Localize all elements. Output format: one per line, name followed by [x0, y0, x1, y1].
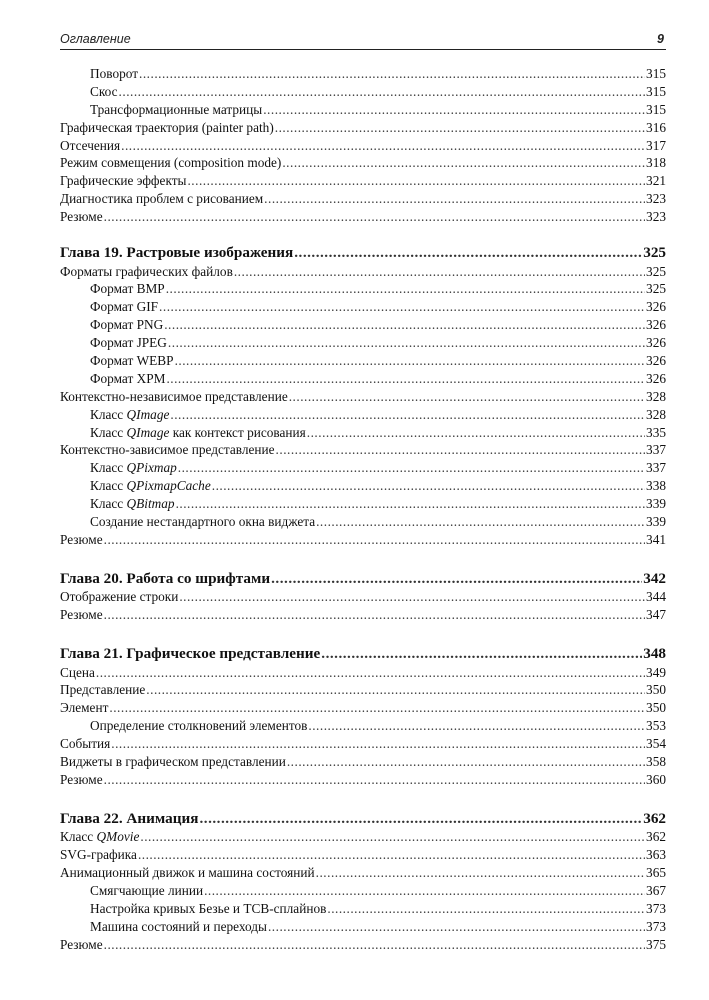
dot-leader: [268, 918, 645, 936]
toc-entry[interactable]: [60, 717, 666, 735]
toc-chapter-entry[interactable]: [60, 809, 666, 829]
toc-entry-title: События: [60, 736, 111, 752]
toc-entry-title: Резюме: [60, 936, 103, 952]
toc-page-number: 350: [646, 700, 666, 716]
toc-page-number: 375: [646, 936, 666, 952]
toc-entry[interactable]: [60, 370, 666, 388]
dot-leader: [287, 753, 645, 771]
toc-page-number: 354: [646, 736, 666, 752]
toc-entry[interactable]: [60, 882, 666, 900]
dot-leader: [104, 606, 645, 624]
dot-leader: [168, 334, 645, 352]
toc-entry[interactable]: [60, 190, 666, 208]
toc-entry-title: Трансформационные матрицы: [90, 101, 263, 117]
toc-entry-class-name: QImage: [126, 424, 170, 440]
toc-page-number: 315: [646, 101, 666, 117]
toc-entry-title: Форматы графических файлов: [60, 263, 233, 279]
toc-entry[interactable]: [60, 918, 666, 936]
dot-leader: [316, 513, 645, 531]
dot-leader: [121, 137, 645, 155]
toc-entry[interactable]: [60, 681, 666, 699]
dot-leader: [234, 263, 645, 281]
toc-entry-title: Диагностика проблем с рисованием: [60, 191, 264, 207]
toc-entry-title: Контекстно-независимое представление: [60, 388, 288, 404]
toc-entry[interactable]: [60, 588, 666, 606]
toc-page-number: 323: [646, 209, 666, 225]
dot-leader: [264, 190, 645, 208]
toc-entry-title: Резюме: [60, 607, 103, 623]
toc-page-number: 344: [646, 589, 666, 605]
toc-entry-class-name: QMovie: [96, 829, 140, 845]
toc-entry-title: Формат JPEG: [90, 335, 167, 351]
toc-entry[interactable]: [60, 771, 666, 789]
toc-page-number: 358: [646, 754, 666, 769]
toc-page-number: 367: [646, 882, 666, 898]
toc-entry[interactable]: [60, 101, 666, 119]
toc-entry[interactable]: [60, 388, 666, 406]
toc-entry-title: SVG-графика: [60, 847, 137, 863]
toc-entry-title: Машина состояний и переходы: [90, 918, 267, 934]
toc-page-number: 325: [643, 244, 666, 262]
toc-entry-title: Режим совмещения (composition mode): [60, 155, 282, 171]
toc-entry[interactable]: [60, 513, 666, 531]
toc-page-number: 353: [646, 718, 666, 734]
dot-leader: [275, 119, 645, 137]
dot-leader: [164, 316, 645, 334]
toc-page-number: 342: [643, 569, 666, 587]
toc-entry[interactable]: [60, 664, 666, 682]
toc-entry[interactable]: [60, 900, 666, 918]
toc-entry-class-name: QBitmap: [126, 496, 175, 512]
toc-entry-title: Класс QImage: [90, 406, 170, 422]
toc-entry-title: Класс QPixmap: [90, 460, 177, 476]
toc-entry[interactable]: [60, 316, 666, 334]
dot-leader: [199, 809, 642, 829]
toc-entry-title: Представление: [60, 682, 146, 698]
toc-entry[interactable]: [60, 334, 666, 352]
toc-entry-title: Глава 20. Работа со шрифтами: [60, 569, 271, 587]
toc-entry[interactable]: [60, 864, 666, 882]
dot-leader: [139, 65, 645, 83]
toc-entry-title: Класс QPixmapCache: [90, 478, 211, 494]
dot-leader: [159, 298, 645, 316]
dot-leader: [316, 864, 645, 882]
dot-leader: [204, 882, 645, 900]
toc-chapter-entry[interactable]: [60, 569, 666, 589]
toc-chapter-entry[interactable]: [60, 644, 666, 664]
toc-page-number: 373: [646, 900, 666, 916]
dot-leader: [321, 644, 642, 664]
dot-leader: [111, 735, 645, 753]
toc-entry-title: Графические эффекты: [60, 173, 187, 189]
toc-section: [60, 809, 666, 954]
toc-page-number: 323: [646, 191, 666, 207]
dot-leader: [176, 495, 645, 513]
toc-entry-class-name: QImage: [126, 406, 170, 422]
toc-entry-title: Графическая траектория (painter path): [60, 119, 274, 135]
dot-leader: [104, 208, 645, 226]
toc-entry[interactable]: [60, 606, 666, 624]
toc-entry[interactable]: [60, 424, 666, 442]
toc-page-number: 325: [646, 263, 666, 279]
toc-entry[interactable]: [60, 65, 666, 83]
dot-leader: [289, 388, 645, 406]
toc-page-number: 339: [646, 513, 666, 529]
toc-page-number: 315: [646, 83, 666, 99]
toc-page-number: 362: [643, 809, 666, 827]
table-of-contents: [60, 65, 666, 974]
toc-page-number: 337: [646, 460, 666, 476]
toc-page-number: 347: [646, 607, 666, 623]
toc-page-number: 328: [646, 406, 666, 422]
toc-entry[interactable]: [60, 83, 666, 101]
toc-entry[interactable]: [60, 495, 666, 513]
toc-chapter-entry[interactable]: [60, 243, 666, 263]
dot-leader: [138, 846, 645, 864]
dot-leader: [175, 352, 645, 370]
toc-entry-title: Класс QBitmap: [90, 496, 175, 512]
toc-entry-title: Класс QImage как контекст рисования: [90, 424, 306, 440]
toc-page-number: 328: [646, 388, 666, 404]
toc-entry-title: Формат XPM: [90, 370, 166, 386]
toc-entry-title: Класс QMovie: [60, 829, 140, 845]
toc-entry[interactable]: [60, 263, 666, 281]
toc-entry-title: Глава 21. Графическое представление: [60, 645, 321, 663]
toc-page-number: 318: [646, 155, 666, 171]
toc-entry-title: Виджеты в графическом представлении: [60, 754, 286, 769]
toc-entry-title: Контекстно-зависимое представление: [60, 442, 275, 458]
dot-leader: [119, 83, 646, 101]
toc-page-number: 326: [646, 335, 666, 351]
toc-page-number: 363: [646, 847, 666, 863]
toc-entry-title: Настройка кривых Безье и TCB-сплайнов: [90, 900, 327, 916]
dot-leader: [140, 828, 645, 846]
toc-entry[interactable]: [60, 119, 666, 137]
dot-leader: [212, 477, 645, 495]
toc-page-number: 315: [646, 66, 666, 81]
dot-leader: [146, 681, 645, 699]
toc-entry[interactable]: [60, 208, 666, 226]
dot-leader: [271, 569, 642, 589]
toc-page-number: 338: [646, 478, 666, 494]
toc-entry-title: Отсечения: [60, 137, 121, 153]
toc-entry-title: Смягчающие линии: [90, 882, 204, 898]
toc-page-number: 321: [646, 173, 666, 189]
running-header: [60, 31, 666, 50]
toc-page-number: 326: [646, 299, 666, 315]
toc-entry[interactable]: [60, 441, 666, 459]
toc-entry[interactable]: [60, 172, 666, 190]
toc-entry-title: Формат BMP: [90, 281, 165, 297]
toc-entry-title: Формат PNG: [90, 317, 164, 333]
toc-page-number: 337: [646, 442, 666, 458]
toc-page-number: 316: [646, 119, 666, 135]
dot-leader: [179, 588, 645, 606]
dot-leader: [276, 441, 646, 459]
toc-entry[interactable]: [60, 735, 666, 753]
toc-entry[interactable]: [60, 154, 666, 172]
toc-entry-title: Элемент: [60, 700, 109, 716]
toc-entry-title: Определение столкновений элементов: [90, 718, 308, 734]
dot-leader: [282, 154, 645, 172]
dot-leader: [96, 664, 645, 682]
toc-page-number: 348: [643, 645, 666, 663]
dot-leader: [104, 936, 645, 954]
dot-leader: [109, 699, 645, 717]
toc-entry-title: Резюме: [60, 209, 103, 225]
toc-page-number: 365: [646, 865, 666, 881]
toc-entry[interactable]: [60, 298, 666, 316]
toc-section: [60, 65, 666, 226]
toc-entry[interactable]: [60, 280, 666, 298]
dot-leader: [166, 370, 645, 388]
toc-page-number: 326: [646, 352, 666, 368]
toc-page-number: 326: [646, 317, 666, 333]
toc-page-number: 335: [646, 424, 666, 440]
running-header-title: Оглавление: [60, 32, 131, 46]
toc-page-number: 325: [646, 281, 666, 297]
toc-entry-title: Глава 19. Растровые изображения: [60, 244, 294, 262]
dot-leader: [104, 531, 645, 549]
toc-page-number: 360: [646, 771, 666, 787]
dot-leader: [308, 717, 645, 735]
dot-leader: [263, 101, 645, 119]
toc-page-number: 350: [646, 682, 666, 698]
toc-page-number: 349: [646, 664, 666, 680]
toc-entry-title: Создание нестандартного окна виджета: [90, 513, 316, 529]
toc-section: [60, 569, 666, 624]
dot-leader: [187, 172, 645, 190]
toc-page-number: 362: [646, 829, 666, 845]
toc-entry-class-name: QPixmapCache: [126, 478, 211, 494]
toc-entry[interactable]: [60, 352, 666, 370]
toc-entry[interactable]: [60, 406, 666, 424]
toc-section: [60, 243, 666, 549]
toc-page-number: 373: [646, 918, 666, 934]
toc-entry-title: Скос: [90, 83, 118, 99]
toc-entry-title: Глава 22. Анимация: [60, 809, 199, 827]
toc-entry-title: Отображение строки: [60, 589, 179, 605]
toc-entry[interactable]: [60, 137, 666, 155]
dot-leader: [166, 280, 645, 298]
page-number: 9: [657, 32, 664, 46]
toc-page-number: 317: [646, 137, 666, 153]
dot-leader: [170, 406, 645, 424]
toc-page-number: 339: [646, 496, 666, 512]
toc-page-number: 341: [646, 531, 666, 547]
toc-entry-title: Формат WEBP: [90, 352, 174, 368]
toc-entry-title: Резюме: [60, 771, 103, 787]
toc-entry-title: Сцена: [60, 664, 95, 680]
toc-entry[interactable]: [60, 828, 666, 846]
toc-entry[interactable]: [60, 753, 666, 771]
toc-section: [60, 644, 666, 789]
dot-leader: [294, 243, 642, 263]
dot-leader: [104, 771, 645, 789]
toc-entry[interactable]: [60, 846, 666, 864]
toc-entry-title: Формат GIF: [90, 299, 159, 315]
toc-entry[interactable]: [60, 936, 666, 954]
toc-entry-title: Поворот: [90, 66, 139, 81]
toc-entry[interactable]: [60, 477, 666, 495]
dot-leader: [307, 424, 645, 442]
dot-leader: [178, 459, 645, 477]
toc-entry-class-name: QPixmap: [126, 460, 177, 476]
toc-entry-title: Резюме: [60, 531, 103, 547]
toc-page-number: 326: [646, 370, 666, 386]
toc-entry[interactable]: [60, 699, 666, 717]
toc-entry-title: Анимационный движок и машина состояний: [60, 865, 315, 881]
dot-leader: [327, 900, 645, 918]
toc-entry[interactable]: [60, 459, 666, 477]
toc-entry[interactable]: [60, 531, 666, 549]
